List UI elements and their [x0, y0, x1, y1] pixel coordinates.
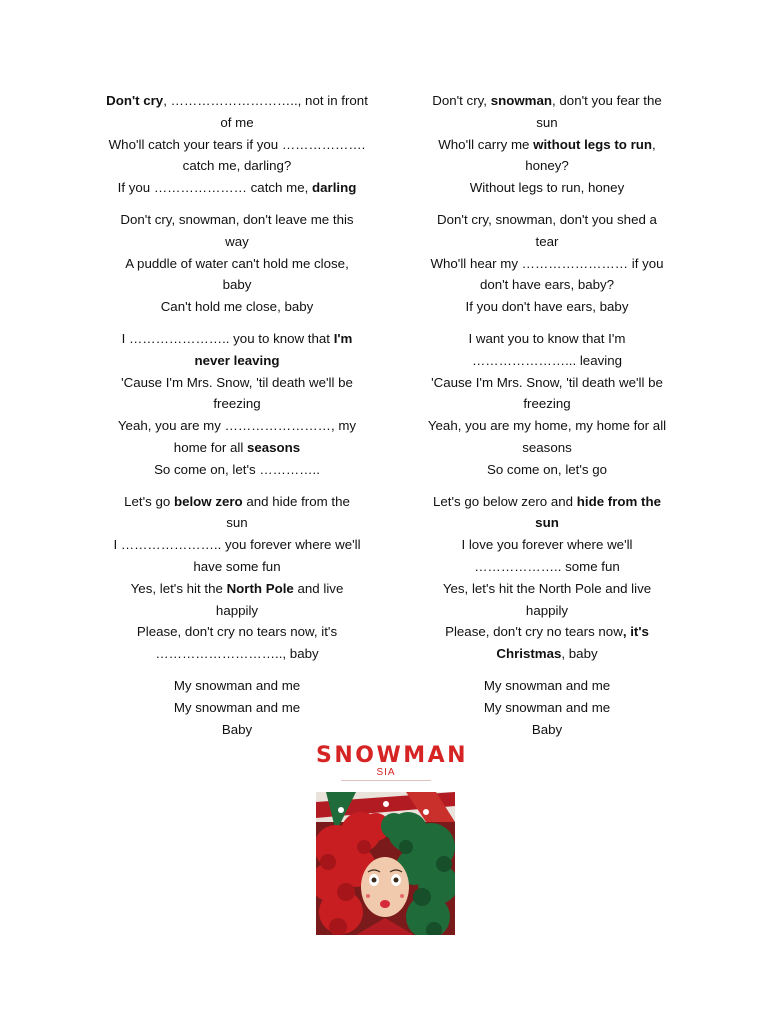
- lyric-text: ,: [652, 136, 656, 152]
- lyric-text: My snowman and me: [173, 677, 301, 693]
- lyrics-stanza: [407, 328, 687, 481]
- lyric-text: ……………….. some fun: [474, 558, 620, 574]
- lyric-text: I love you forever where we'll: [461, 537, 633, 553]
- lyric-text: Without legs to run, honey: [469, 180, 625, 196]
- lyric-text: happily: [525, 602, 569, 618]
- album-cover-photo: [316, 792, 455, 935]
- lyric-text: If you ………………… catch me,: [117, 180, 312, 196]
- lyric-bold-text: sun: [535, 515, 559, 531]
- lyrics-stanza: [97, 675, 377, 740]
- lyrics-stanza: [407, 209, 687, 318]
- lyric-line: [407, 253, 687, 275]
- lyric-line: [97, 155, 377, 177]
- lyric-line: [407, 534, 687, 556]
- lyric-line: [407, 350, 687, 372]
- lyric-line: [97, 350, 377, 372]
- lyric-text: ……………………….., baby: [155, 646, 319, 662]
- lyric-line: [97, 621, 377, 643]
- lyric-line: [407, 578, 687, 600]
- lyrics-stanza: [407, 675, 687, 740]
- lyric-line: [97, 643, 377, 665]
- lyric-line: [407, 393, 687, 415]
- lyric-line: [97, 415, 377, 437]
- cover-subtitle-decoration: [341, 780, 431, 786]
- lyric-bold-text: snowman: [490, 93, 553, 108]
- lyric-text: and hide from the: [242, 493, 350, 509]
- lyric-line: [407, 719, 687, 741]
- cover-artist: SIA: [376, 767, 396, 778]
- lyric-line: [407, 155, 687, 177]
- lyric-text: 'Cause I'm Mrs. Snow, 'til death we'll be: [121, 374, 353, 390]
- lyric-text: of me: [220, 114, 254, 130]
- lyrics-stanza: [97, 491, 377, 665]
- lyric-line: [407, 697, 687, 719]
- lyric-text: baby: [222, 277, 252, 293]
- lyrics-column-right: [407, 90, 687, 750]
- lyric-text: My snowman and me: [173, 699, 301, 715]
- lyrics-column-left: [97, 90, 377, 750]
- lyric-bold-text: North Pole: [226, 580, 294, 596]
- lyric-line: [97, 534, 377, 556]
- lyric-text: Can't hold me close, baby: [160, 299, 314, 315]
- lyric-line: [407, 90, 687, 112]
- lyric-text: honey?: [525, 158, 569, 174]
- lyric-text: Baby: [531, 721, 563, 737]
- lyric-text: If you don't have ears, baby: [465, 299, 629, 315]
- lyric-text: My snowman and me: [483, 699, 611, 715]
- lyric-text: Please, don't cry no tears now: [445, 624, 623, 640]
- lyric-line: [407, 134, 687, 156]
- lyric-line: [97, 491, 377, 513]
- lyric-text: freezing: [213, 396, 261, 412]
- lyric-line: [97, 437, 377, 459]
- lyric-line: [407, 328, 687, 350]
- lyric-line: [407, 437, 687, 459]
- lyrics-stanza: [97, 90, 377, 199]
- lyric-line: [407, 112, 687, 134]
- lyric-line: [97, 393, 377, 415]
- lyric-line: [97, 296, 377, 318]
- lyric-text: Baby: [221, 721, 253, 737]
- lyric-bold-text: without legs to run: [533, 136, 653, 152]
- lyric-line: [97, 675, 377, 697]
- lyric-text: sun: [226, 515, 248, 531]
- lyric-text: seasons: [522, 439, 572, 455]
- lyrics-stanza: [97, 209, 377, 318]
- lyric-line: [97, 328, 377, 350]
- lyric-line: [97, 556, 377, 578]
- lyric-text: Let's go below zero and: [433, 493, 577, 509]
- lyric-text: sun: [536, 114, 558, 130]
- lyric-line: [97, 719, 377, 741]
- lyric-text: I ………………….. you forever where we'll: [113, 537, 361, 553]
- lyric-line: [97, 697, 377, 719]
- lyric-text: 'Cause I'm Mrs. Snow, 'til death we'll be: [431, 374, 663, 390]
- lyric-text: freezing: [523, 396, 571, 412]
- lyrics-columns: [97, 90, 687, 750]
- lyric-text: Don't cry, snowman, don't you shed a: [437, 211, 657, 227]
- lyric-text: and live: [293, 580, 344, 596]
- lyric-text: Don't cry, snowman, don't leave me this: [120, 211, 354, 227]
- lyric-text: Please, don't cry no tears now, it's: [136, 624, 338, 640]
- lyric-line: [407, 675, 687, 697]
- lyric-bold-text: never leaving: [194, 352, 280, 368]
- lyric-bold-text: below zero: [173, 493, 243, 509]
- lyric-line: [407, 231, 687, 253]
- lyric-line: [407, 415, 687, 437]
- lyric-line: [407, 296, 687, 318]
- lyric-text: way: [225, 233, 249, 249]
- lyric-line: [97, 253, 377, 275]
- lyric-line: [407, 372, 687, 394]
- lyric-text: So come on, let's go: [486, 461, 608, 477]
- lyric-bold-text: seasons: [246, 439, 301, 455]
- lyric-text: tear: [535, 233, 559, 249]
- lyric-text: I want you to know that I'm: [468, 330, 626, 346]
- lyric-line: [97, 112, 377, 134]
- lyric-line: [97, 459, 377, 481]
- lyric-text: Yeah, you are my home, my home for all: [427, 418, 667, 434]
- lyric-line: [407, 512, 687, 534]
- lyric-text: Don't cry,: [432, 93, 491, 108]
- lyric-line: [407, 209, 687, 231]
- lyric-text: , ……………………….., not in front: [163, 93, 368, 108]
- lyric-bold-text: Don't cry: [106, 93, 164, 108]
- lyric-text: home for all: [173, 439, 247, 455]
- lyric-text: A puddle of water can't hold me close,: [125, 255, 349, 271]
- lyric-line: [97, 274, 377, 296]
- lyric-bold-text: , it's: [622, 624, 649, 640]
- lyric-text: I ………………….. you to know that: [121, 330, 334, 346]
- lyric-text: have some fun: [193, 558, 281, 574]
- lyric-line: [407, 491, 687, 513]
- lyric-line: [407, 556, 687, 578]
- lyric-text: …………………... leaving: [472, 352, 622, 368]
- lyrics-stanza: [407, 491, 687, 665]
- lyric-line: [97, 177, 377, 199]
- album-cover: [316, 743, 469, 935]
- lyric-line: [407, 621, 687, 643]
- lyric-line: [97, 600, 377, 622]
- lyric-bold-text: darling: [312, 180, 357, 196]
- lyric-text: catch me, darling?: [182, 158, 292, 174]
- lyric-text: Who'll catch your tears if you ……………….: [108, 136, 366, 152]
- lyric-line: [97, 209, 377, 231]
- lyric-text: Yeah, you are my ……………………, my: [117, 418, 357, 434]
- lyrics-stanza: [97, 328, 377, 481]
- lyric-line: [407, 643, 687, 665]
- lyric-line: [407, 274, 687, 296]
- lyric-text: , don't you fear the: [552, 93, 662, 108]
- lyric-bold-text: hide from the: [576, 493, 661, 509]
- cover-title: SNOWMAN: [316, 743, 469, 768]
- lyric-line: [97, 134, 377, 156]
- lyric-line: [97, 90, 377, 112]
- lyric-text: happily: [215, 602, 259, 618]
- lyric-line: [97, 512, 377, 534]
- lyric-text: Who'll hear my …………………… if you: [430, 255, 664, 271]
- lyric-text: My snowman and me: [483, 677, 611, 693]
- lyric-line: [407, 459, 687, 481]
- lyric-bold-text: I'm: [333, 330, 353, 346]
- lyric-text: So come on, let's …………..: [154, 461, 320, 477]
- lyric-text: Let's go: [124, 493, 174, 509]
- lyric-line: [97, 231, 377, 253]
- lyric-text: Who'll carry me: [438, 136, 534, 152]
- lyric-text: don't have ears, baby?: [479, 277, 615, 293]
- lyrics-stanza: [407, 90, 687, 199]
- lyric-bold-text: Christmas: [496, 646, 562, 662]
- lyric-text: , baby: [561, 646, 598, 662]
- lyric-line: [407, 600, 687, 622]
- lyric-text: Yes, let's hit the: [130, 580, 227, 596]
- lyric-text: Yes, let's hit the North Pole and live: [442, 580, 652, 596]
- lyric-line: [97, 372, 377, 394]
- lyric-line: [97, 578, 377, 600]
- lyric-line: [407, 177, 687, 199]
